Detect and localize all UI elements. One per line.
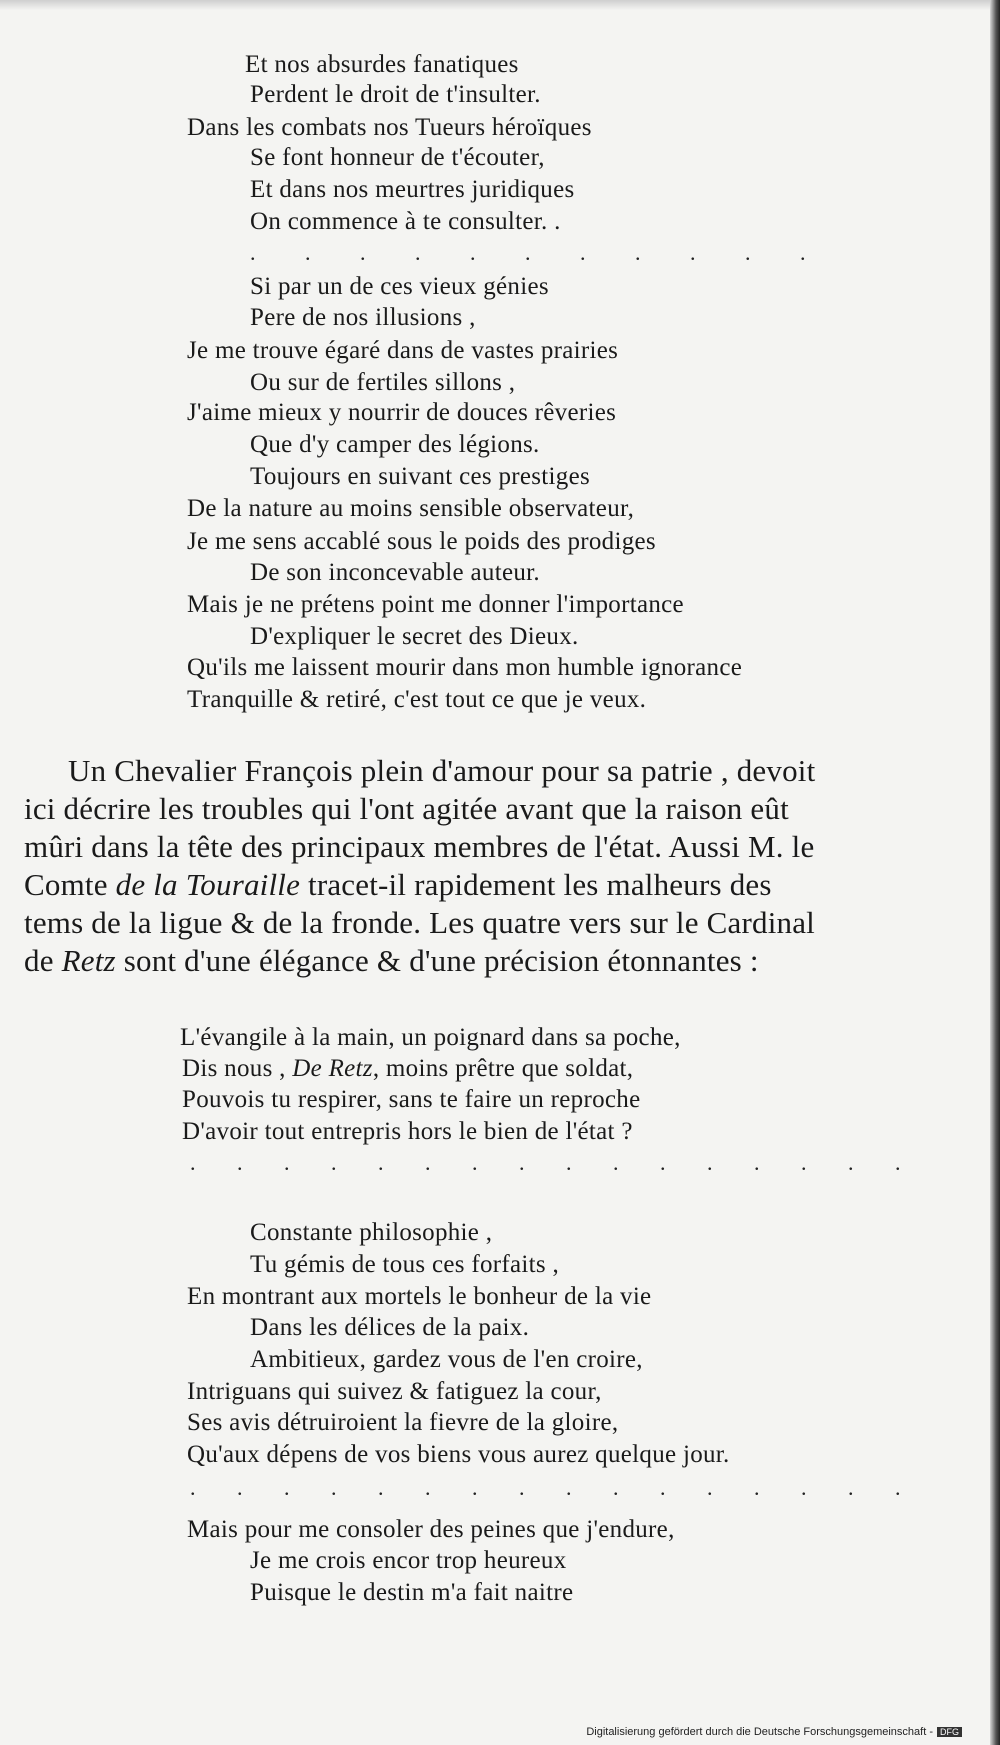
verse-line: De son inconcevable auteur. (250, 559, 540, 586)
top-shadow (0, 0, 990, 10)
prose-line: tems de la ligue & de la fronde. Les quatre vers sur le Cardinal (24, 905, 815, 940)
verse-line: Et nos absurdes fanatiques (245, 51, 519, 78)
ellipsis-row: . . . . . . . . . . . (250, 240, 828, 265)
verse-line: Ses avis détruiroient la fievre de la gloire, (187, 1409, 619, 1436)
verse-line: Qu'aux dépens de vos biens vous aurez quelque jour. (187, 1441, 730, 1468)
cardinal-name: Retz (61, 943, 116, 978)
verse-line: Toujours en suivant ces prestiges (250, 463, 591, 490)
verse-line: Intriguans qui suivez & fatiguez la cour, (187, 1378, 602, 1405)
verse-line: On commence à te consulter. . (250, 208, 561, 235)
page-edge (990, 0, 1000, 1745)
prose-line (24, 866, 772, 904)
verse-line: Tu gémis de tous ces forfaits , (250, 1251, 560, 1278)
ellipsis-row: . . . . . . . . . . . . . . . . (190, 1475, 919, 1500)
prose-text: Comte (24, 867, 116, 902)
prose-text: tracet-il rapidement les malheurs des (300, 867, 772, 902)
verse-line: Si par un de ces vieux génies (250, 273, 549, 300)
verse-line: Je me sens accablé sous le poids des prodiges (187, 528, 656, 555)
verse-line: Pere de nos illusions , (250, 304, 476, 331)
verse-line: J'aime mieux y nourrir de douces rêveries (187, 399, 617, 426)
quatrain-text: Dis nous , (182, 1055, 293, 1082)
prose-line (24, 942, 759, 980)
verse-line: Dans les délices de la paix. (250, 1314, 530, 1341)
verse-line: Dans les combats nos Tueurs héroïques (187, 114, 592, 141)
verse-line: Se font honneur de t'écouter, (250, 144, 545, 171)
ellipsis-row: . . . . . . . . . . . . . . . . (190, 1150, 919, 1175)
quatrain-text: , moins prêtre que soldat, (372, 1055, 634, 1082)
quatrain-line (182, 1054, 633, 1084)
prose-text: de (24, 943, 62, 978)
prose-line: ici décrire les troubles qui l'ont agitée avant que la raison eût (24, 791, 789, 826)
verse-line: Que d'y camper des légions. (250, 431, 540, 458)
verse-line: Je me trouve égaré dans de vastes prairies (187, 337, 619, 364)
verse-line: Constante philosophie , (250, 1219, 493, 1246)
verse-line: Ou sur de fertiles sillons , (250, 369, 516, 396)
quatrain-line: Pouvois tu respirer, sans te faire un reproche (182, 1086, 641, 1113)
prose-text: sont d'une élégance & d'une précision étonnantes : (115, 943, 759, 978)
verse-line: Qu'ils me laissent mourir dans mon humble ignorance (187, 654, 743, 681)
verse-line: En montrant aux mortels le bonheur de la vie (187, 1283, 652, 1310)
quatrain-line: D'avoir tout entrepris hors le bien de l'état ? (182, 1118, 633, 1145)
verse-line: Mais pour me consoler des peines que j'endure, (187, 1516, 675, 1543)
cardinal-name: De Retz (292, 1055, 373, 1082)
prose-line: Un Chevalier François plein d'amour pour sa patrie , devoit (68, 753, 816, 788)
credit-text: Digitalisierung gefördert durch die Deutsche Forschungsgemeinschaft - (586, 1726, 933, 1738)
verse-line: De la nature au moins sensible observateur, (187, 495, 635, 522)
verse-line: D'expliquer le secret des Dieux. (250, 623, 579, 650)
verse-line: Et dans nos meurtres juridiques (250, 176, 575, 203)
verse-line: Tranquille & retiré, c'est tout ce que je veux. (187, 686, 647, 713)
verse-line: Ambitieux, gardez vous de l'en croire, (250, 1346, 643, 1373)
author-name: de la Touraille (115, 867, 301, 902)
verse-line: Mais je ne prétens point me donner l'importance (187, 591, 684, 618)
prose-line: mûri dans la tête des principaux membres de l'état. Aussi M. le (24, 829, 815, 864)
quatrain-line: L'évangile à la main, un poignard dans sa poche, (180, 1024, 681, 1051)
verse-line: Perdent le droit de t'insulter. (250, 81, 541, 108)
verse-line: Je me crois encor trop heureux (250, 1547, 567, 1574)
verse-line: Puisque le destin m'a fait naitre (250, 1579, 574, 1606)
digitization-credit (586, 1726, 962, 1738)
dfg-logo: DFG (937, 1727, 962, 1737)
